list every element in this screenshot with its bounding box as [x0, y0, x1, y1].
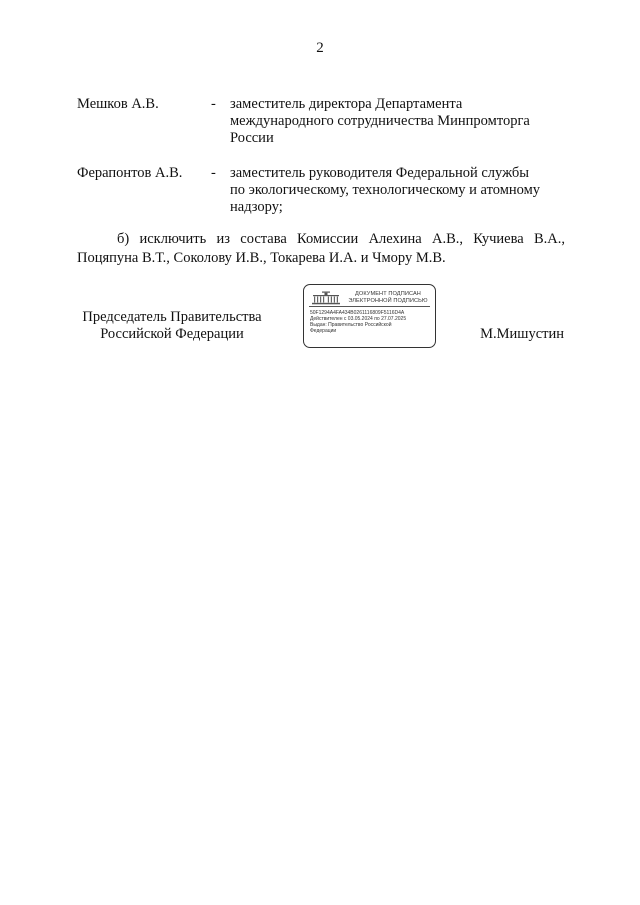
signatory-name: М.Мишустин — [480, 326, 564, 342]
issuer-line: Федерации — [310, 328, 337, 334]
member-name: Ферапонтов А.В. — [77, 165, 183, 181]
signatory-title-line: Председатель Правительства — [82, 309, 262, 325]
position-line: надзору; — [230, 199, 283, 215]
signatory-title-line: Российской Федерации — [100, 326, 244, 342]
stamp-details — [310, 310, 434, 334]
position-line: международного сотрудничества Минпромторга — [230, 113, 530, 129]
certificate-number: 50F1294A4FA434B0261116809F5116D4A — [310, 310, 405, 316]
position-line: России — [230, 130, 274, 146]
paragraph-line: б) исключить из состава Комиссии Алехина А.В., Кучиева В.А., — [117, 231, 565, 247]
exclusion-paragraph — [77, 230, 565, 268]
paragraph-line: Поцяпуна В.Т., Соколову И.В., Токарева И.А. и Чмору М.В. — [77, 250, 446, 266]
position-line: заместитель директора Департамента — [230, 96, 463, 112]
electronic-signature-stamp — [303, 284, 436, 348]
member-dash: - — [211, 165, 216, 181]
stamp-header-line: ДОКУМЕНТ ПОДПИСАН — [355, 291, 421, 297]
issuer-line: Выдан: Правительство Российской — [310, 322, 392, 328]
member-dash: - — [211, 96, 216, 112]
signatory-title — [77, 309, 267, 343]
page-number: 2 — [316, 40, 324, 56]
validity-period: Действителен с 03.05.2024 по 27.07.2025 — [310, 316, 407, 322]
member-name: Мешков А.В. — [77, 96, 159, 112]
government-building-icon — [311, 291, 341, 305]
member-position — [230, 96, 570, 147]
stamp-header — [344, 291, 432, 304]
stamp-divider — [309, 306, 430, 307]
member-position — [230, 165, 570, 216]
position-line: по экологическому, технологическому и атомному — [230, 182, 541, 198]
position-line: заместитель руководителя Федеральной службы — [230, 165, 530, 181]
stamp-header-line: ЭЛЕКТРОННОЙ ПОДПИСЬЮ — [348, 297, 428, 304]
